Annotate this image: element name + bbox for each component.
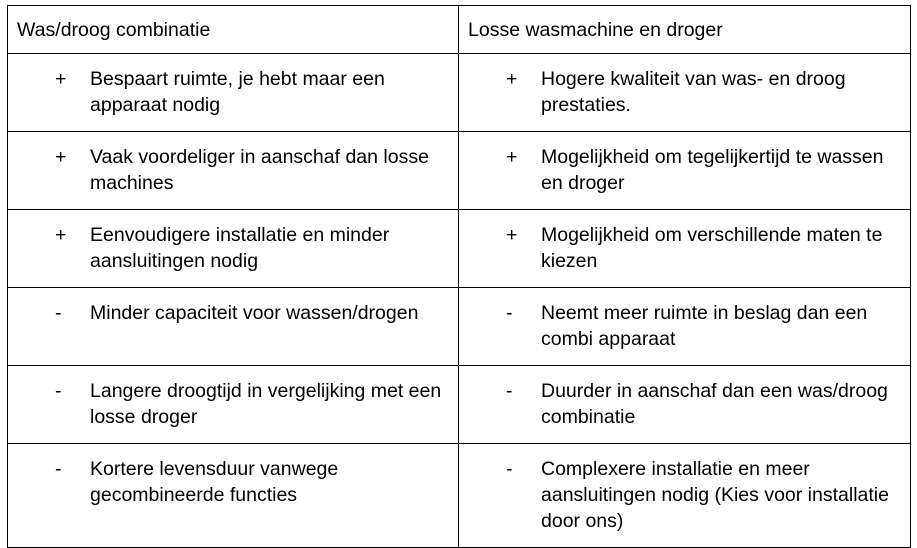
list-item-text: Mogelijkheid om verschillende maten te kiezen — [541, 224, 883, 272]
list-marker: - — [506, 302, 513, 324]
list-item-text: Duurder in aanschaf dan een was/droog combinatie — [541, 380, 888, 428]
list-item — [459, 210, 910, 287]
list-item — [459, 288, 910, 365]
table-cell-right — [459, 210, 911, 288]
table-cell-left — [8, 366, 459, 444]
list-marker: - — [55, 302, 62, 324]
table-row — [8, 132, 911, 210]
list-marker: + — [506, 68, 518, 90]
list-marker: + — [55, 224, 67, 246]
list-item — [8, 366, 458, 443]
list-marker: + — [55, 146, 67, 168]
list-item-text: Kortere levensduur vanwege gecombineerde functies — [90, 458, 339, 506]
header-row — [8, 6, 911, 54]
column-header-separate: Losse wasmachine en droger — [468, 19, 723, 41]
table-row — [8, 444, 911, 548]
table-cell-right — [459, 444, 911, 548]
table-row — [8, 366, 911, 444]
header-cell-separate — [459, 6, 911, 54]
table-cell-right — [459, 132, 911, 210]
list-item — [8, 132, 458, 209]
list-marker: - — [55, 380, 62, 402]
table-cell-left — [8, 210, 459, 288]
list-marker: + — [506, 146, 518, 168]
column-header-combination: Was/droog combinatie — [17, 19, 211, 41]
list-marker: + — [55, 68, 67, 90]
table-cell-left — [8, 54, 459, 132]
list-item-text: Eenvoudigere installatie en minder aansluitingen nodig — [90, 224, 390, 272]
table-cell-left — [8, 288, 459, 366]
table-cell-right — [459, 54, 911, 132]
table-row — [8, 288, 911, 366]
list-item — [459, 132, 910, 209]
list-item-text: Vaak voordeliger in aanschaf dan losse machines — [90, 146, 429, 194]
comparison-table-body — [8, 6, 911, 548]
list-item — [459, 54, 910, 131]
list-item — [8, 210, 458, 287]
list-item — [459, 444, 910, 547]
table-cell-left — [8, 444, 459, 548]
list-item — [8, 444, 458, 521]
list-marker: - — [506, 380, 513, 402]
list-item-text: Langere droogtijd in vergelijking met een losse droger — [90, 380, 442, 428]
list-item-text: Mogelijkheid om tegelijkertijd te wassen en droger — [541, 146, 884, 194]
table-cell-left — [8, 132, 459, 210]
list-item-text: Neemt meer ruimte in beslag dan een combi apparaat — [541, 302, 868, 350]
table-row — [8, 54, 911, 132]
list-item — [459, 366, 910, 443]
list-item-text: Complexere installatie en meer aansluitingen nodig (Kies voor installatie door ons) — [541, 458, 889, 532]
header-cell-combination — [8, 6, 459, 54]
list-item-text: Minder capaciteit voor wassen/drogen — [90, 302, 419, 324]
list-item-text: Bespaart ruimte, je hebt maar een apparaat nodig — [90, 68, 385, 116]
table-cell-right — [459, 366, 911, 444]
list-marker: + — [506, 224, 518, 246]
list-item — [8, 54, 458, 131]
list-item — [8, 288, 458, 339]
list-item-text: Hogere kwaliteit van was- en droog prestaties. — [541, 68, 846, 116]
table-cell-right — [459, 288, 911, 366]
list-marker: - — [506, 458, 513, 480]
table-row — [8, 210, 911, 288]
list-marker: - — [55, 458, 62, 480]
comparison-table — [7, 5, 911, 548]
